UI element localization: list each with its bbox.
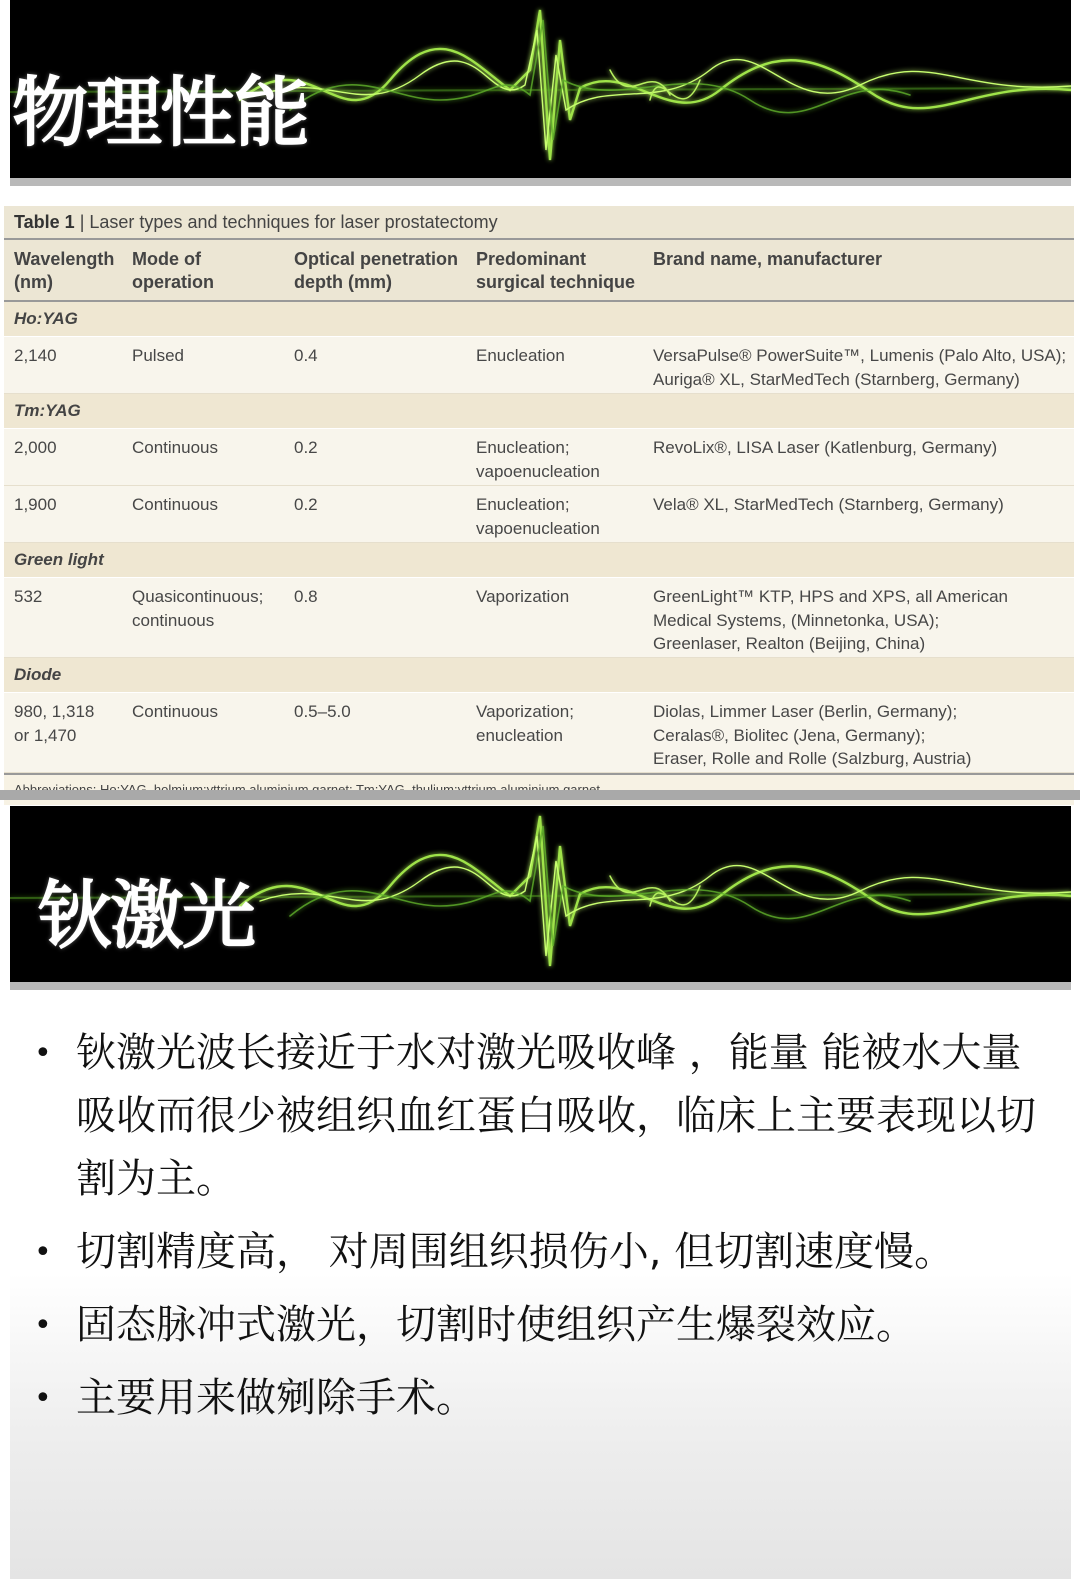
cell-text: 0.8 bbox=[294, 587, 318, 606]
table-group-header: Green light bbox=[4, 543, 1074, 578]
table-cell-technique bbox=[466, 585, 643, 657]
header-banner-physical-properties bbox=[10, 0, 1071, 186]
table-cell-brand bbox=[643, 344, 1074, 393]
table-footnote bbox=[4, 773, 1074, 805]
header-brand bbox=[643, 240, 1074, 300]
table-caption-text: Laser types and techniques for laser prostatectomy bbox=[89, 212, 498, 232]
table-cell-wavelength bbox=[4, 493, 122, 542]
cell-text: Diolas, Limmer Laser (Berlin, Germany); bbox=[653, 702, 958, 721]
header-technique-line2: surgical technique bbox=[476, 272, 636, 292]
bullet-text: 主要用来做剜除手术。 bbox=[76, 1375, 476, 1421]
table-caption-separator: | bbox=[74, 212, 90, 232]
divider-bar bbox=[0, 790, 1080, 800]
cell-text: Eraser, Rolle and Rolle (Salzburg, Austria) bbox=[653, 749, 972, 768]
banner-title: 物理性能 bbox=[12, 68, 308, 157]
table-cell-brand bbox=[643, 700, 1074, 772]
bullet-text: 切割精度高， 对周围组织损伤小, 但切割速度慢。 bbox=[76, 1229, 955, 1275]
bullet-item bbox=[34, 1221, 1054, 1284]
table-row bbox=[4, 429, 1074, 486]
cell-text: Continuous bbox=[132, 495, 219, 514]
table-cell-depth bbox=[284, 700, 466, 772]
header-mode bbox=[122, 240, 284, 300]
table-cell-technique bbox=[466, 493, 643, 542]
cell-text: 1,900 bbox=[14, 495, 57, 514]
cell-text: continuous bbox=[132, 610, 215, 630]
table-cell-depth bbox=[284, 493, 466, 542]
header-technique bbox=[466, 240, 643, 300]
cell-text: 0.4 bbox=[294, 346, 318, 365]
bullet-text: 固态脉冲式激光，切割时使组织产生爆裂效应。 bbox=[76, 1302, 916, 1348]
table-cell-wavelength bbox=[4, 344, 122, 393]
table-cell-technique bbox=[466, 344, 643, 393]
bullet-text: 钬激光波长接近于水对激光吸收峰 ，能量 能被水大量吸收而很少被组织血红蛋白吸收，临床上主要表现以切割为主。 bbox=[76, 1030, 1036, 1202]
cell-text: Enucleation; bbox=[476, 438, 570, 457]
cell-text: Vaporization bbox=[476, 587, 570, 606]
cell-text: Vaporization; bbox=[476, 702, 574, 721]
table-cell-mode bbox=[122, 700, 284, 772]
table-cell-technique bbox=[466, 436, 643, 485]
cell-text: Enucleation; bbox=[476, 495, 570, 514]
bullet-marker: • bbox=[34, 1036, 52, 1071]
header-banner-holmium-laser bbox=[10, 806, 1071, 990]
banner-title: 钬激光 bbox=[38, 873, 254, 959]
cell-text: RevoLix®, LISA Laser (Katlenburg, Germany) bbox=[653, 438, 998, 457]
table-cell-brand bbox=[643, 436, 1074, 485]
cell-text: 2,000 bbox=[14, 438, 57, 457]
table-body bbox=[4, 302, 1074, 773]
table-cell-brand bbox=[643, 585, 1074, 657]
cell-text: Greenlaser, Realton (Beijing, China) bbox=[653, 634, 926, 653]
cell-text: Ceralas®, Biolitec (Jena, Germany); bbox=[653, 725, 926, 745]
cell-text: 0.2 bbox=[294, 495, 318, 514]
holmium-laser-description bbox=[10, 992, 1071, 1579]
cell-text: Medical Systems, (Minnetonka, USA); bbox=[653, 610, 940, 630]
laser-types-table bbox=[4, 206, 1074, 805]
table-group-header: Diode bbox=[4, 658, 1074, 693]
table-cell-mode bbox=[122, 344, 284, 393]
cell-text: Continuous bbox=[132, 702, 219, 721]
header-wavelength bbox=[4, 240, 122, 300]
bullet-item bbox=[34, 1022, 1054, 1211]
table-group-header: Tm:YAG bbox=[4, 394, 1074, 429]
cell-text: 532 bbox=[14, 587, 43, 606]
table-row bbox=[4, 337, 1074, 394]
cell-text: Pulsed bbox=[132, 346, 184, 365]
bullet-list bbox=[34, 1022, 1054, 1440]
bullet-item bbox=[34, 1294, 1054, 1357]
table-group-header: Ho:YAG bbox=[4, 302, 1074, 337]
cell-text: GreenLight™ KTP, HPS and XPS, all American bbox=[653, 587, 1008, 606]
cell-text: 980, 1,318 bbox=[14, 702, 95, 721]
table-header-row bbox=[4, 240, 1074, 302]
header-mode-line1: Mode of bbox=[132, 249, 201, 269]
cell-text: or 1,470 bbox=[14, 725, 77, 745]
table-row bbox=[4, 578, 1074, 658]
table-cell-wavelength bbox=[4, 585, 122, 657]
cell-text: enucleation bbox=[476, 725, 563, 745]
header-brand-line1: Brand name, manufacturer bbox=[653, 249, 883, 269]
cell-text: Enucleation bbox=[476, 346, 565, 365]
header-depth bbox=[284, 240, 466, 300]
table-cell-wavelength bbox=[4, 700, 122, 772]
bullet-marker: • bbox=[34, 1308, 52, 1343]
table-cell-technique bbox=[466, 700, 643, 772]
cell-text: 0.2 bbox=[294, 438, 318, 457]
header-wavelength-line2: (nm) bbox=[14, 272, 53, 292]
table-cell-mode bbox=[122, 436, 284, 485]
cell-text: vapoenucleation bbox=[476, 518, 600, 538]
table-row bbox=[4, 486, 1074, 543]
table-cell-depth bbox=[284, 585, 466, 657]
header-mode-line2: operation bbox=[132, 272, 215, 292]
table-cell-depth bbox=[284, 436, 466, 485]
table-cell-mode bbox=[122, 493, 284, 542]
table-cell-depth bbox=[284, 344, 466, 393]
table-caption bbox=[4, 206, 1074, 240]
cell-text: Continuous bbox=[132, 438, 219, 457]
cell-text: Quasicontinuous; bbox=[132, 587, 264, 606]
cell-text: 2,140 bbox=[14, 346, 57, 365]
cell-text: Auriga® XL, StarMedTech (Starnberg, Germany) bbox=[653, 369, 1020, 389]
table-cell-mode bbox=[122, 585, 284, 657]
bullet-marker: • bbox=[34, 1235, 52, 1270]
header-depth-line1: Optical penetration bbox=[294, 249, 459, 269]
bullet-item bbox=[34, 1367, 1054, 1430]
cell-text: Vela® XL, StarMedTech (Starnberg, Germany) bbox=[653, 495, 1004, 514]
table-caption-label: Table 1 bbox=[14, 212, 75, 232]
bullet-marker: • bbox=[34, 1381, 52, 1416]
table-cell-brand bbox=[643, 493, 1074, 542]
cell-text: 0.5–5.0 bbox=[294, 702, 351, 721]
header-wavelength-line1: Wavelength bbox=[14, 249, 115, 269]
header-technique-line1: Predominant bbox=[476, 249, 587, 269]
table-row bbox=[4, 693, 1074, 773]
header-depth-line2: depth (mm) bbox=[294, 272, 392, 292]
cell-text: VersaPulse® PowerSuite™, Lumenis (Palo Alto, USA); bbox=[653, 346, 1067, 365]
cell-text: vapoenucleation bbox=[476, 461, 600, 481]
table-cell-wavelength bbox=[4, 436, 122, 485]
